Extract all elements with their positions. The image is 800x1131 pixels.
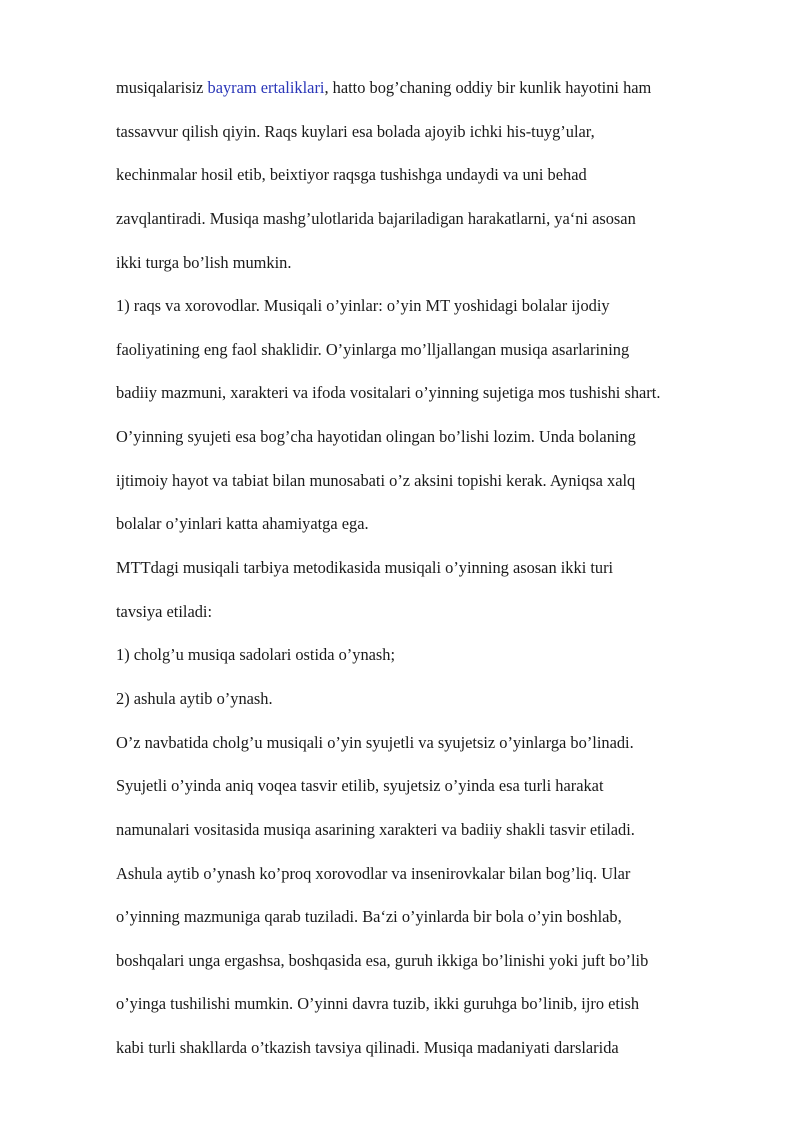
text-segment: musiqalarisiz — [116, 78, 208, 97]
document-body — [116, 73, 756, 1077]
text-line: o’yinga tushilishi mumkin. O’yinni davra tuzib, ikki guruhga bo’linib, ijro etish — [116, 994, 640, 1014]
text-line: 1) raqs va xorovodlar. Musiqali o’yinlar: o’yin MT yoshidagi bolalar ijodiy — [116, 296, 610, 316]
bayram-ertaliklari-link[interactable]: bayram ertaliklari — [207, 78, 325, 97]
text-segment: , hatto bog’chaning oddiy bir kunlik hayotini ham — [324, 78, 652, 97]
text-line: tavsiya etiladi: — [116, 601, 213, 621]
text-line: 1) cholg’u musiqa sadolari ostida o’ynash; — [116, 645, 396, 665]
text-line: ijtimoiy hayot va tabiat bilan munosabati o’z aksini topishi kerak. Ayniqsa xalq — [116, 470, 636, 490]
text-line: kabi turli shakllarda o’tkazish tavsiya qilinadi. Musiqa madaniyati darslarida — [116, 1038, 619, 1058]
text-line: zavqlantiradi. Musiqa mashg’ulotlarida bajariladigan harakatlarni, ya‘ni asosan — [116, 208, 636, 228]
text-line: boshqalari unga ergashsa, boshqasida esa, guruh ikkiga bo’linishi yoki juft bo’lib — [116, 950, 649, 970]
text-line: badiiy mazmuni, xarakteri va ifoda vositalari o’yinning sujetiga mos tushishi shart. — [116, 383, 661, 403]
text-line: namunalari vositasida musiqa asarining xarakteri va badiiy shakli tasvir etiladi. — [116, 819, 635, 839]
text-line: kechinmalar hosil etib, beixtiyor raqsga tushishga undaydi va uni behad — [116, 165, 587, 185]
text-line: Ashula aytib o’ynash ko’proq xorovodlar va insenirovkalar bilan bog’liq. Ular — [116, 863, 631, 883]
text-line: bolalar o’yinlari katta ahamiyatga ega. — [116, 514, 369, 534]
text-line: ikki turga bo’lish mumkin. — [116, 252, 292, 272]
text-line: O’z navbatida cholg’u musiqali o’yin syujetli va syujetsiz o’yinlarga bo’linadi. — [116, 732, 634, 752]
text-line: 2) ashula aytib o’ynash. — [116, 688, 273, 708]
text-line: faoliyatining eng faol shaklidir. O’yinlarga mo’lljallangan musiqa asarlarining — [116, 339, 630, 359]
text-line — [116, 73, 756, 117]
text-line: Syujetli o’yinda aniq voqea tasvir etilib, syujetsiz o’yinda esa turli harakat — [116, 776, 604, 796]
text-line: o’yinning mazmuniga qarab tuziladi. Ba‘zi o’yinlarda bir bola o’yin boshlab, — [116, 907, 622, 927]
text-line: tassavvur qilish qiyin. Raqs kuylari esa bolada ajoyib ichki his-tuyg’ular, — [116, 121, 595, 141]
text-line: O’yinning syujeti esa bog’cha hayotidan olingan bo’lishi lozim. Unda bolaning — [116, 427, 636, 447]
text-line: MTTdagi musiqali tarbiya metodikasida musiqali o’yinning asosan ikki turi — [116, 558, 614, 578]
